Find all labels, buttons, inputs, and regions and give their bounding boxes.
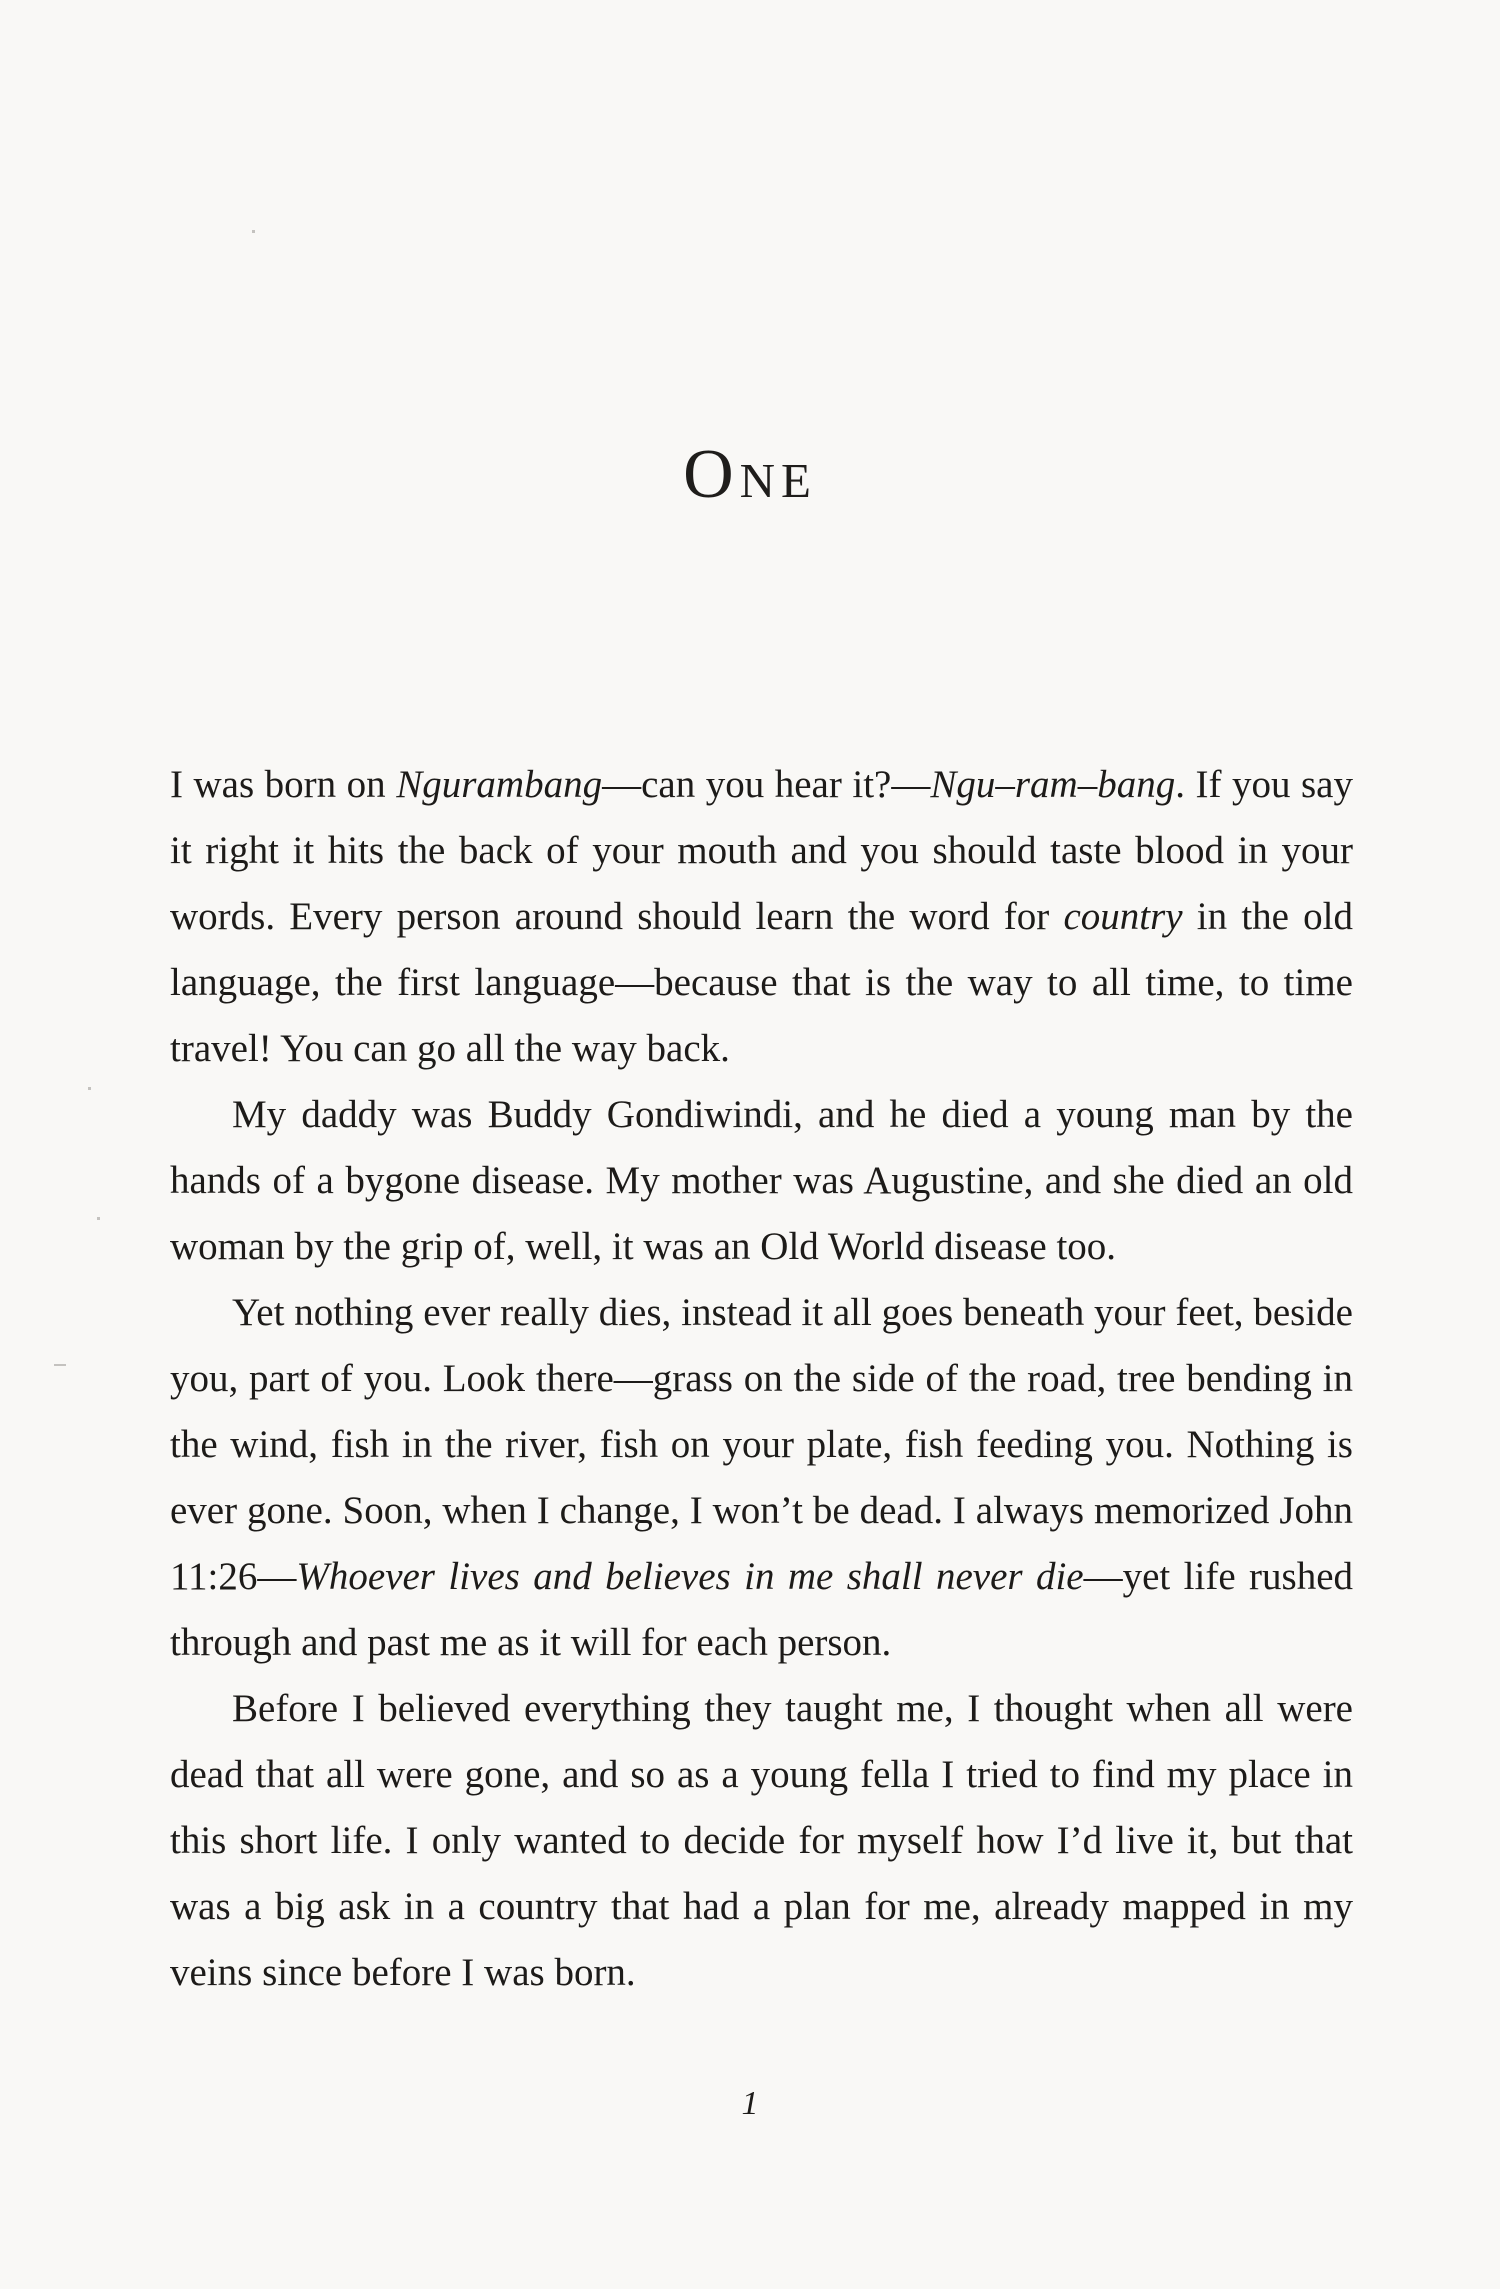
chapter-body bbox=[170, 752, 1353, 2006]
page-number: 1 bbox=[741, 2085, 759, 2122]
chapter-title: One bbox=[683, 436, 817, 513]
italic-text: Ngu–ram–bang bbox=[930, 763, 1176, 806]
italic-text: country bbox=[1063, 895, 1183, 938]
scan-speck bbox=[54, 1364, 66, 1366]
text-run: I was born on bbox=[170, 763, 397, 806]
paragraph-3 bbox=[170, 1280, 1353, 1676]
scan-speck bbox=[97, 1217, 100, 1220]
scan-speck bbox=[252, 230, 255, 233]
text-run: . If you say it right it hits the back of your mouth and you should taste blood in your words. Every person around should learn the word for bbox=[170, 763, 1353, 938]
italic-text: Whoever lives and believes in me shall never die bbox=[296, 1555, 1084, 1598]
paragraph-2 bbox=[170, 1082, 1353, 1280]
paragraph-4 bbox=[170, 1676, 1353, 2006]
text-run: Before I believed everything they taught me, I thought when all were dead that all were gone, and so as a young fella I tried to find my place in this short life. I only wanted to decide for myself how I’d live it, but that was a big ask in a country that had a plan for me, already mapped in my veins since before I was born. bbox=[170, 1687, 1353, 1994]
italic-text: Ngurambang bbox=[396, 763, 603, 806]
paragraph-1 bbox=[170, 752, 1353, 1082]
scan-speck bbox=[88, 1087, 91, 1090]
text-run: Yet nothing ever really dies, instead it all goes beneath your feet, beside you, part of you. Look there—grass on the side of the road, tree bending in the wind, fish in the river, fish on your plate, fish feeding you. Nothing is ever gone. Soon, when I change, I won’t be dead. I always memorized John 11:26— bbox=[170, 1291, 1353, 1598]
text-run: —can you hear it?— bbox=[602, 763, 931, 806]
text-run: My daddy was Buddy Gondiwindi, and he died a young man by the hands of a bygone disease. My mother was Augustine, and she died an old woman by the grip of, well, it was an Old World disease too. bbox=[170, 1093, 1353, 1268]
text-run: in the old language, the first language—because that is the way to all time, to time travel! You can go all the way back. bbox=[170, 895, 1353, 1070]
text-run: —yet life rushed through and past me as it will for each person. bbox=[170, 1555, 1354, 1664]
